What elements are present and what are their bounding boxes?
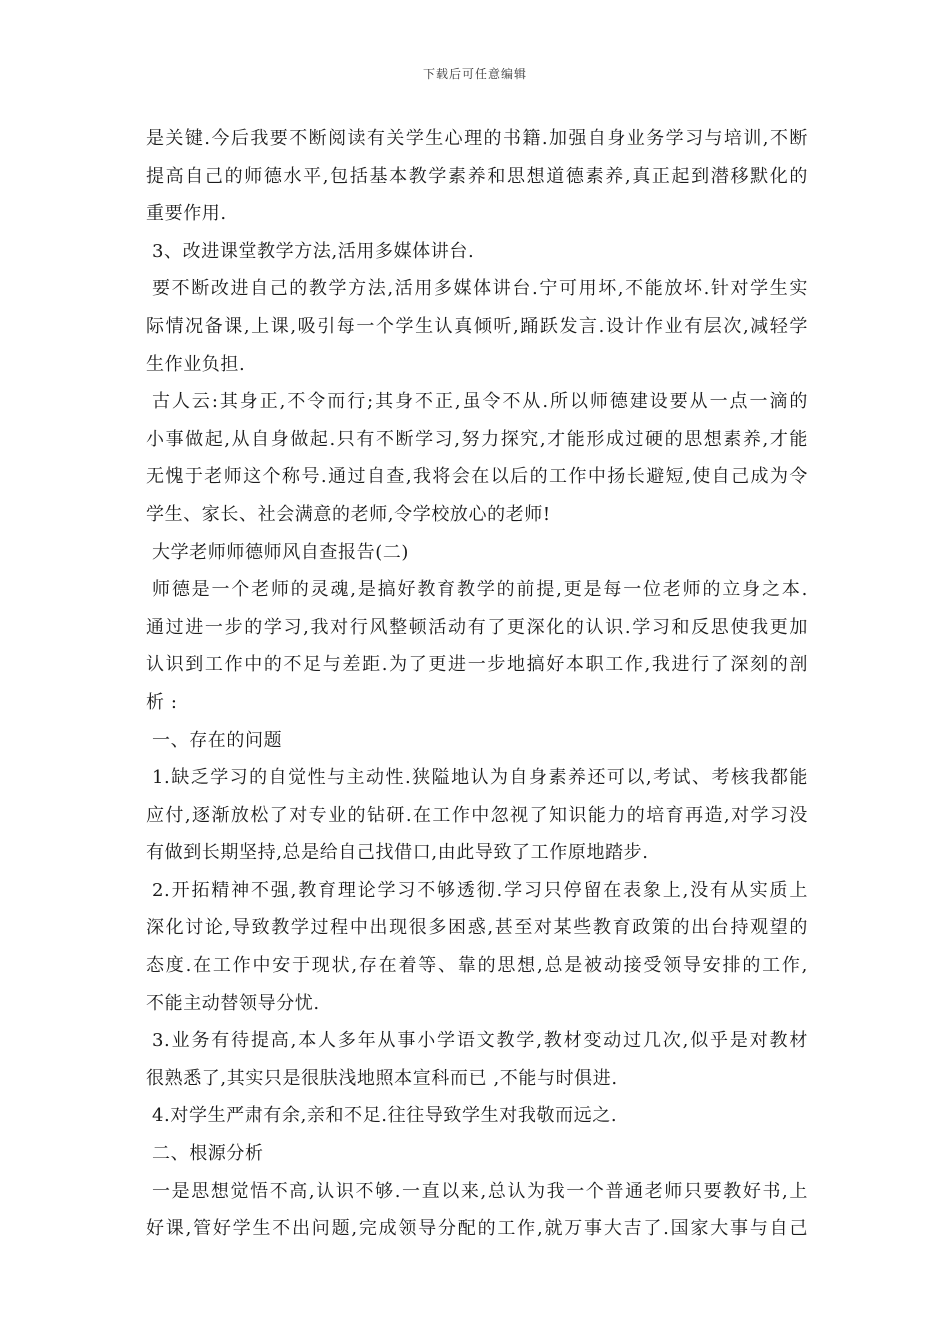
text-line: 认识到工作中的不足与差距.为了更进一步地搞好本职工作,我进行了深刻的剖 [146,654,808,676]
text-line: 古人云:其身正,不令而行;其身不正,虽令不从.所以师德建设要从一点一滴的 [152,391,808,413]
document-body [146,120,808,1248]
text-line: 好课,管好学生不出问题,完成领导分配的工作,就万事大吉了.国家大事与自己 [146,1218,808,1240]
text-line: 师德是一个老师的灵魂,是搞好教育教学的前提,更是每一位老师的立身之本. [152,579,808,601]
text-line: 很熟悉了,其实只是很肤浅地照本宣科而已 ,不能与时俱进. [146,1067,618,1089]
text-line: 要不断改进自己的教学方法,活用多媒体讲台.宁可用坏,不能放坏.针对学生实 [152,278,808,300]
text-line: 析 : [146,691,178,713]
text-line: 一是思想觉悟不高,认识不够.一直以来,总认为我一个普通老师只要教好书,上 [152,1180,808,1202]
text-line: 际情况备课,上课,吸引每一个学生认真倾听,踊跃发言.设计作业有层次,减轻学 [146,315,808,337]
text-line: 一、存在的问题 [152,729,283,751]
text-line: 2.开拓精神不强,教育理论学习不够透彻.学习只停留在表象上,没有从实质上 [152,879,808,901]
text-line: 不能主动替领导分忧. [146,992,320,1014]
text-line: 大学老师师德师风自查报告(二) [152,541,410,563]
text-line: 3.业务有待提高,本人多年从事小学语文教学,教材变动过几次,似乎是对教材 [152,1030,808,1052]
text-line: 应付,逐渐放松了对专业的钻研.在工作中忽视了知识能力的培育再造,对学习没 [146,804,808,826]
text-line: 提高自己的师德水平,包括基本教学素养和思想道德素养,真正起到潜移默化的 [146,165,808,187]
text-line: 有做到长期坚持,总是给自己找借口,由此导致了工作原地踏步. [146,842,649,864]
text-line: 通过进一步的学习,我对行风整顿活动有了更深化的认识.学习和反思使我更加 [146,616,808,638]
text-line: 学生、家长、社会满意的老师,令学校放心的老师! [146,503,551,525]
page-header: 下载后可任意编辑 [422,67,527,81]
text-line: 1.缺乏学习的自觉性与主动性.狭隘地认为自身素养还可以,考试、考核我都能 [152,767,808,789]
text-line: 是关键.今后我要不断阅读有关学生心理的书籍.加强自身业务学习与培训,不断 [146,128,808,149]
text-line: 态度.在工作中安于现状,存在着等、靠的思想,总是被动接受领导安排的工作, [146,955,808,977]
text-line: 二、根源分析 [152,1143,264,1165]
text-line: 无愧于老师这个称号.通过自查,我将会在以后的工作中扬长避短,使自己成为令 [146,466,808,488]
text-line: 生作业负担. [146,353,246,375]
text-line: 重要作用. [146,203,227,225]
text-line: 4.对学生严肃有余,亲和不足.往往导致学生对我敬而远之. [152,1105,618,1127]
text-line: 深化讨论,导致教学过程中出现很多困惑,甚至对某些教育政策的出台持观望的 [146,917,808,939]
text-line: 小事做起,从自身做起.只有不断学习,努力探究,才能形成过硬的思想素养,才能 [146,428,808,450]
text-line: 3、改进课堂教学方法,活用多媒体讲台. [152,240,475,262]
